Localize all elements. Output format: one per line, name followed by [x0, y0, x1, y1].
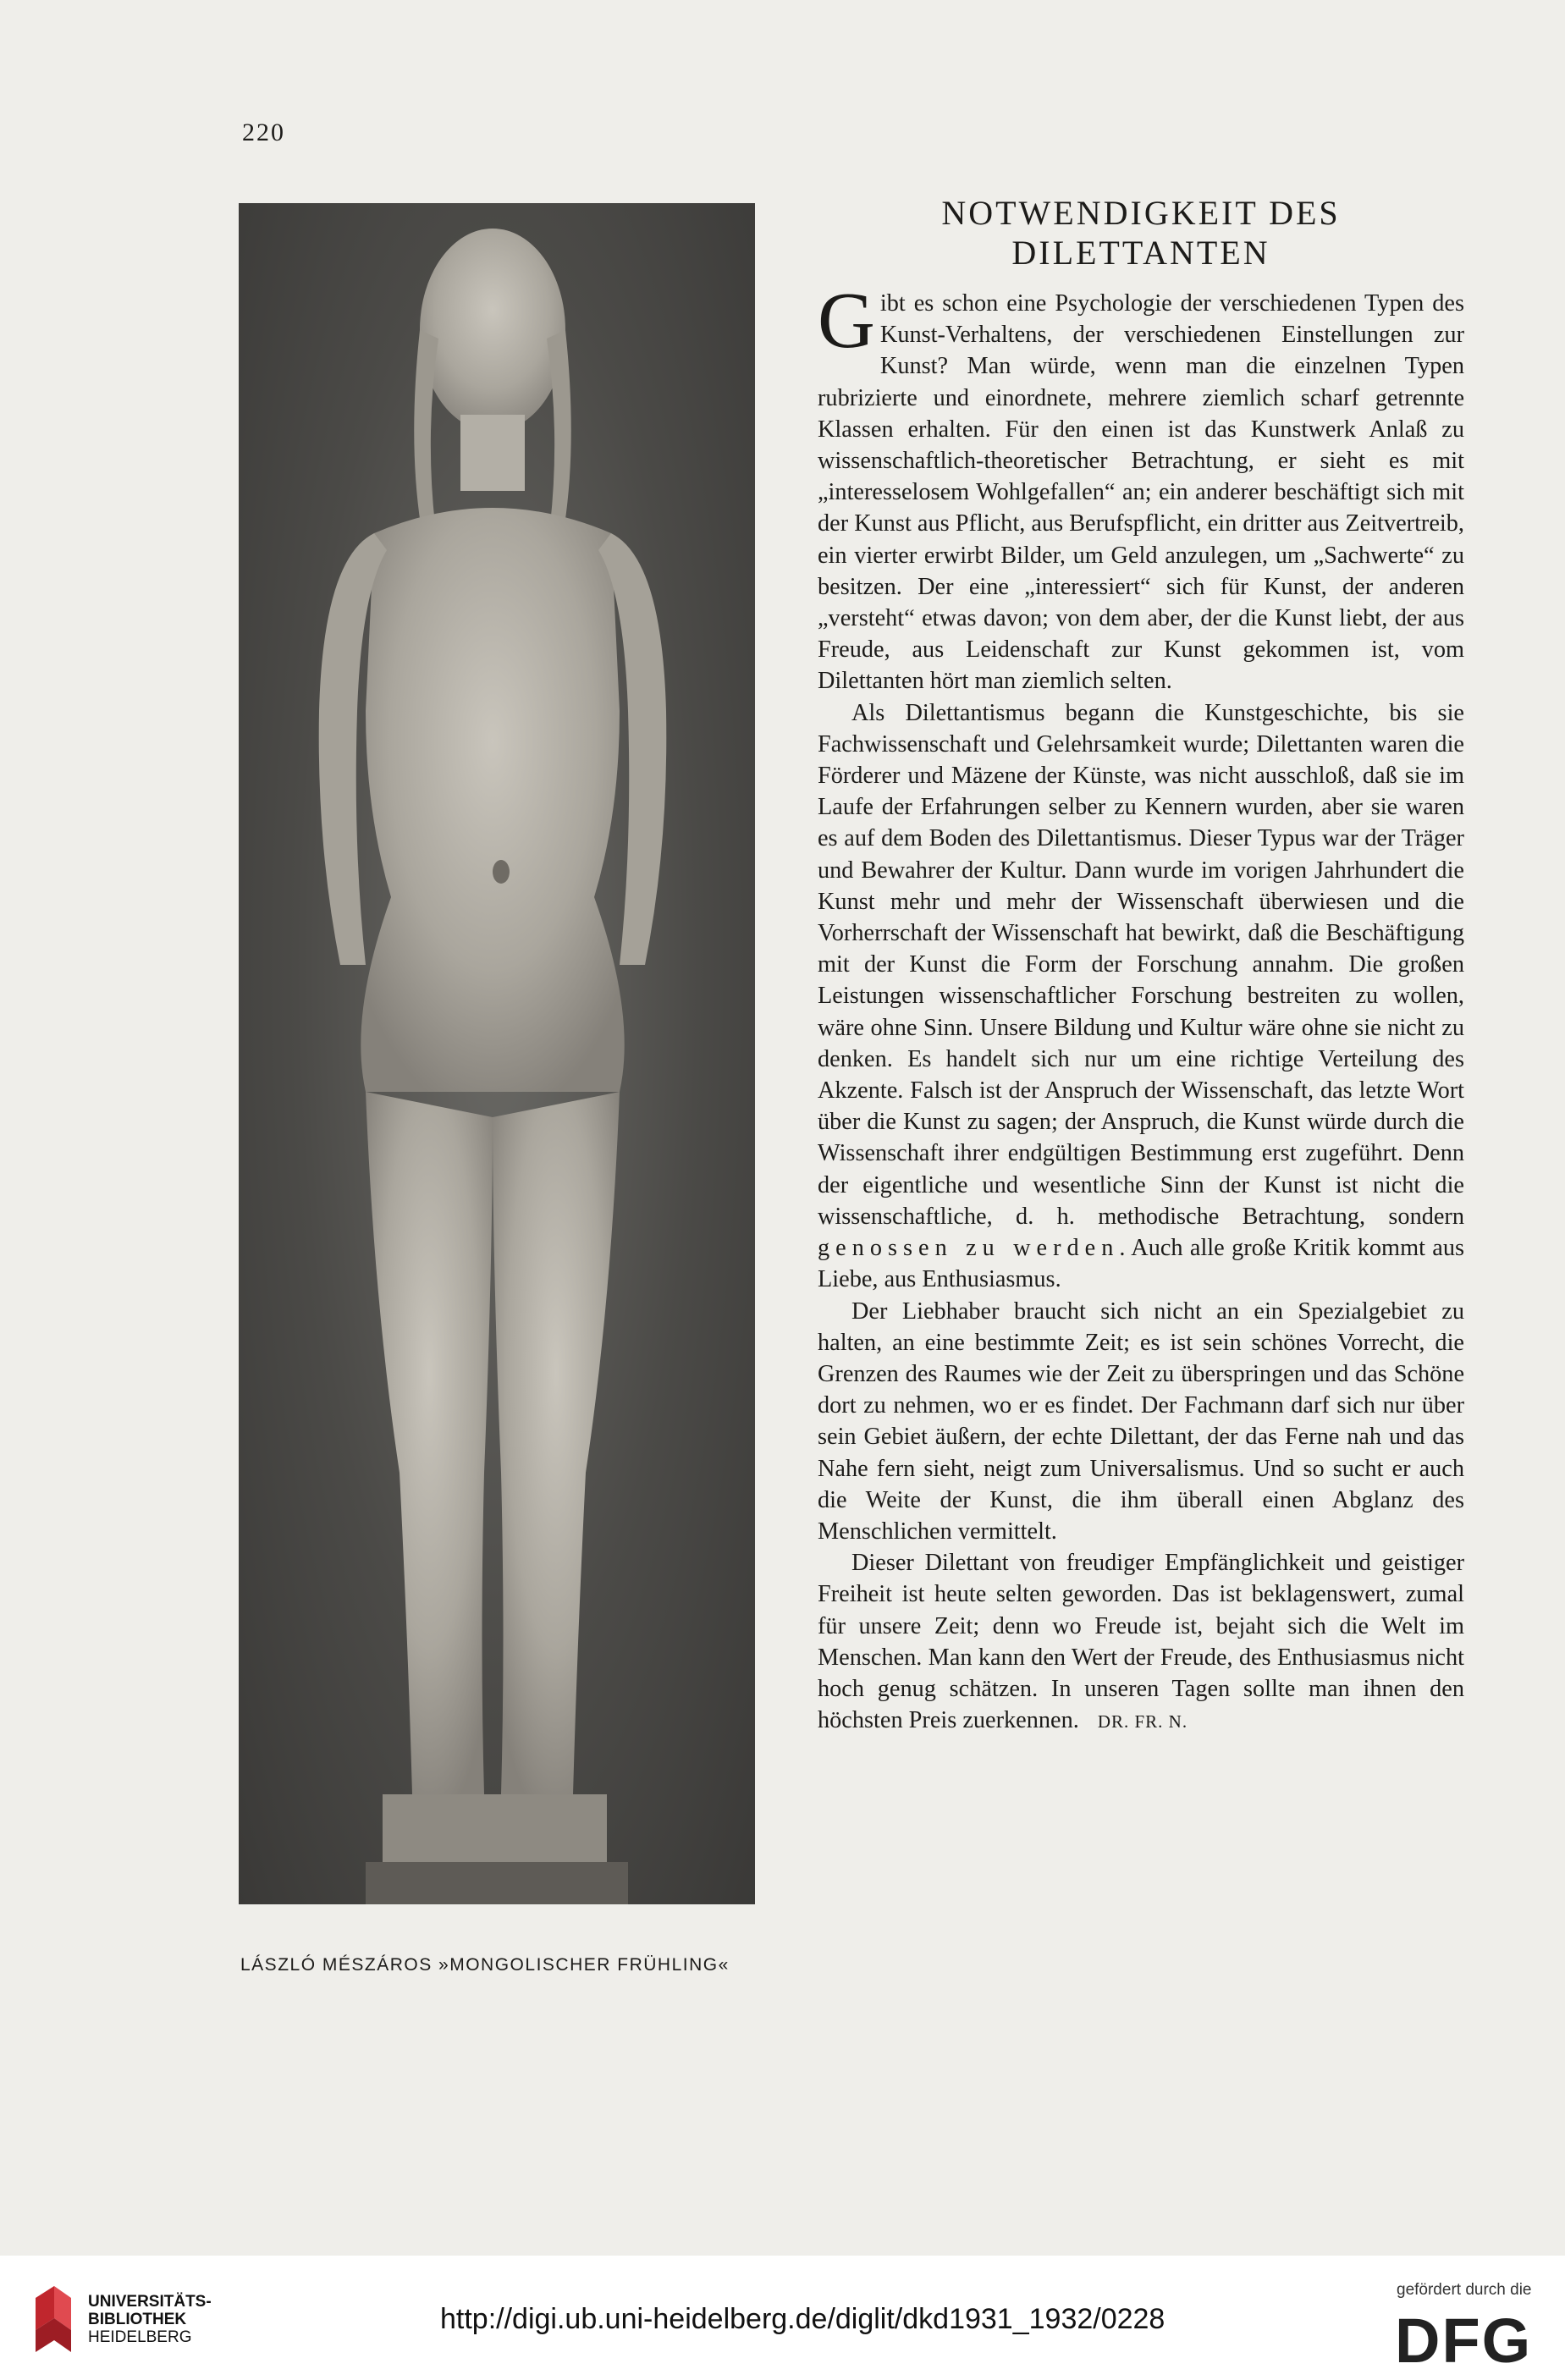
library-line-1: UNIVERSITÄTS- [88, 2293, 212, 2311]
author-signature: DR. FR. N. [1097, 1711, 1188, 1733]
statue-figure [239, 203, 755, 1904]
sculpture-photograph [239, 203, 755, 1904]
article-title: NOTWENDIGKEIT DES DILETTANTEN [941, 194, 1341, 272]
drop-cap: G [818, 277, 875, 365]
library-name [88, 2293, 212, 2346]
library-line-3: HEIDELBERG [88, 2328, 192, 2346]
dfg-logo: DFG [1395, 2306, 1533, 2376]
sponsor-label: gefördert durch die [1397, 2281, 1532, 2299]
article [818, 193, 1464, 1738]
library-line-2: BIBLIOTHEK [88, 2311, 187, 2328]
paragraph-4-text: Dieser Dilettant von freudiger Empfänglichkeit und geistiger Freiheit ist heute selten geworden. Das ist beklagenswert, zumal für unsere Zeit; denn wo Freude ist, bejaht sich die Welt im Menschen. Man kann den Wert der Freude, des Enthusiasmus nicht hoch genug schätzen. In unseren Tagen sollte man ihnen den höchsten Preis zuerkennen. [818, 1550, 1464, 1734]
library-logo-icon [29, 2281, 76, 2357]
paragraph-2-text-a: Als Dilettantismus begann die Kunstgeschichte, bis sie Fachwissenschaft und Gelehrsamkeit wurde; Dilettanten waren die Förderer und Mäzene der Künste, was nicht ausschloß, daß sie im Laufe der Erfahrungen selber zu Kennern wurden, aber sie waren es auf dem Boden des Dilettantismus. Dieser Typus war der Träger und Bewahrer der Kultur. Dann wurde im vorigen Jahrhundert die Kunst mehr und mehr der Wissenschaft überwiesen und die Vorherrschaft der Wissenschaft hat bewirkt, daß die Beschäftigung mit der Kunst die Form der Forschung annahm. Die großen Leistungen wissenschaftlicher Forschung bestreiten zu wollen, wäre ohne Sinn. Unsere Bildung und Kultur wäre ohne sie nicht zu denken. Es handelt sich nur um eine richtige Verteilung des Akzente. Falsch ist der Anspruch der Wissenschaft, das letzte Wort über die Kunst zu sagen; der Anspruch, die Kunst würde durch die Wissenschaft ihrer endgültigen Bestimmung erst zugeführt. Denn der eigentliche und wesentliche Sinn der Kunst ist nicht die wissenschaftliche, d. h. methodische Betrachtung, sondern [818, 699, 1464, 1230]
paragraph-2 [818, 697, 1464, 1296]
footer-bar [0, 2256, 1565, 2380]
paragraph-3: Der Liebhaber braucht sich nicht an ein Spezialgebiet zu halten, an eine bestimmte Zeit; es ist sein schönes Vorrecht, die Grenzen des Raumes wie der Zeit zu überspringen und das Schöne dort zu nehmen, wo er es findet. Der Fachmann darf sich nur über sein Gebiet äußern, der echte Dilettant, der das Ferne nah und das Nahe fern sieht, neigt zum Universalismus. Und so sucht er auch die Weite der Kunst, die ihm überall einen Abglanz des Menschlichen vermittelt. [818, 1297, 1464, 1545]
paragraph-2-text-b: . Auch alle große Kritik kommt aus Liebe, aus Enthusiasmus. [818, 1235, 1464, 1293]
page-number: 220 [242, 118, 285, 146]
paragraph-4 [818, 1547, 1464, 1738]
paragraph-1-text: ibt es schon eine Psychologie der verschiedenen Typen des Kunst-Verhaltens, der verschiedenen Einstellungen zur Kunst? Man würde, wenn man die einzelnen Typen rubrizierte und einordnete, mehrere ziemlich scharf getrennte Klassen erhalten. Für den einen ist das Kunstwerk Anlaß zu wissenschaftlich-theoretischer Betrachtung, er sieht es mit „interesselosem Wohlgefallen“ an; ein anderer beschäftigt sich mit der Kunst aus Pflicht, aus Berufspflicht, ein dritter aus Zeitvertreib, ein vierter erwirbt Bilder, um Geld anzulegen, um „Sachwerte“ zu besitzen. Der eine „interessiert“ sich für Kunst, der anderen „versteht“ etwas davon; von dem aber, der die Kunst liebt, der aus Freude, aus Leidenschaft zur Kunst gekommen ist, vom Dilettanten hört man ziemlich selten. [818, 290, 1464, 695]
document-url[interactable]: http://digi.ub.uni-heidelberg.de/diglit/dkd1931_1932/0228 [440, 2303, 1165, 2335]
paragraph-2-spaced: genossen zu werden [818, 1235, 1120, 1262]
figure-caption: LÁSZLÓ MÉSZÁROS »MONGOLISCHER FRÜHLING« [240, 1955, 730, 1975]
paragraph-1 [818, 277, 1464, 697]
